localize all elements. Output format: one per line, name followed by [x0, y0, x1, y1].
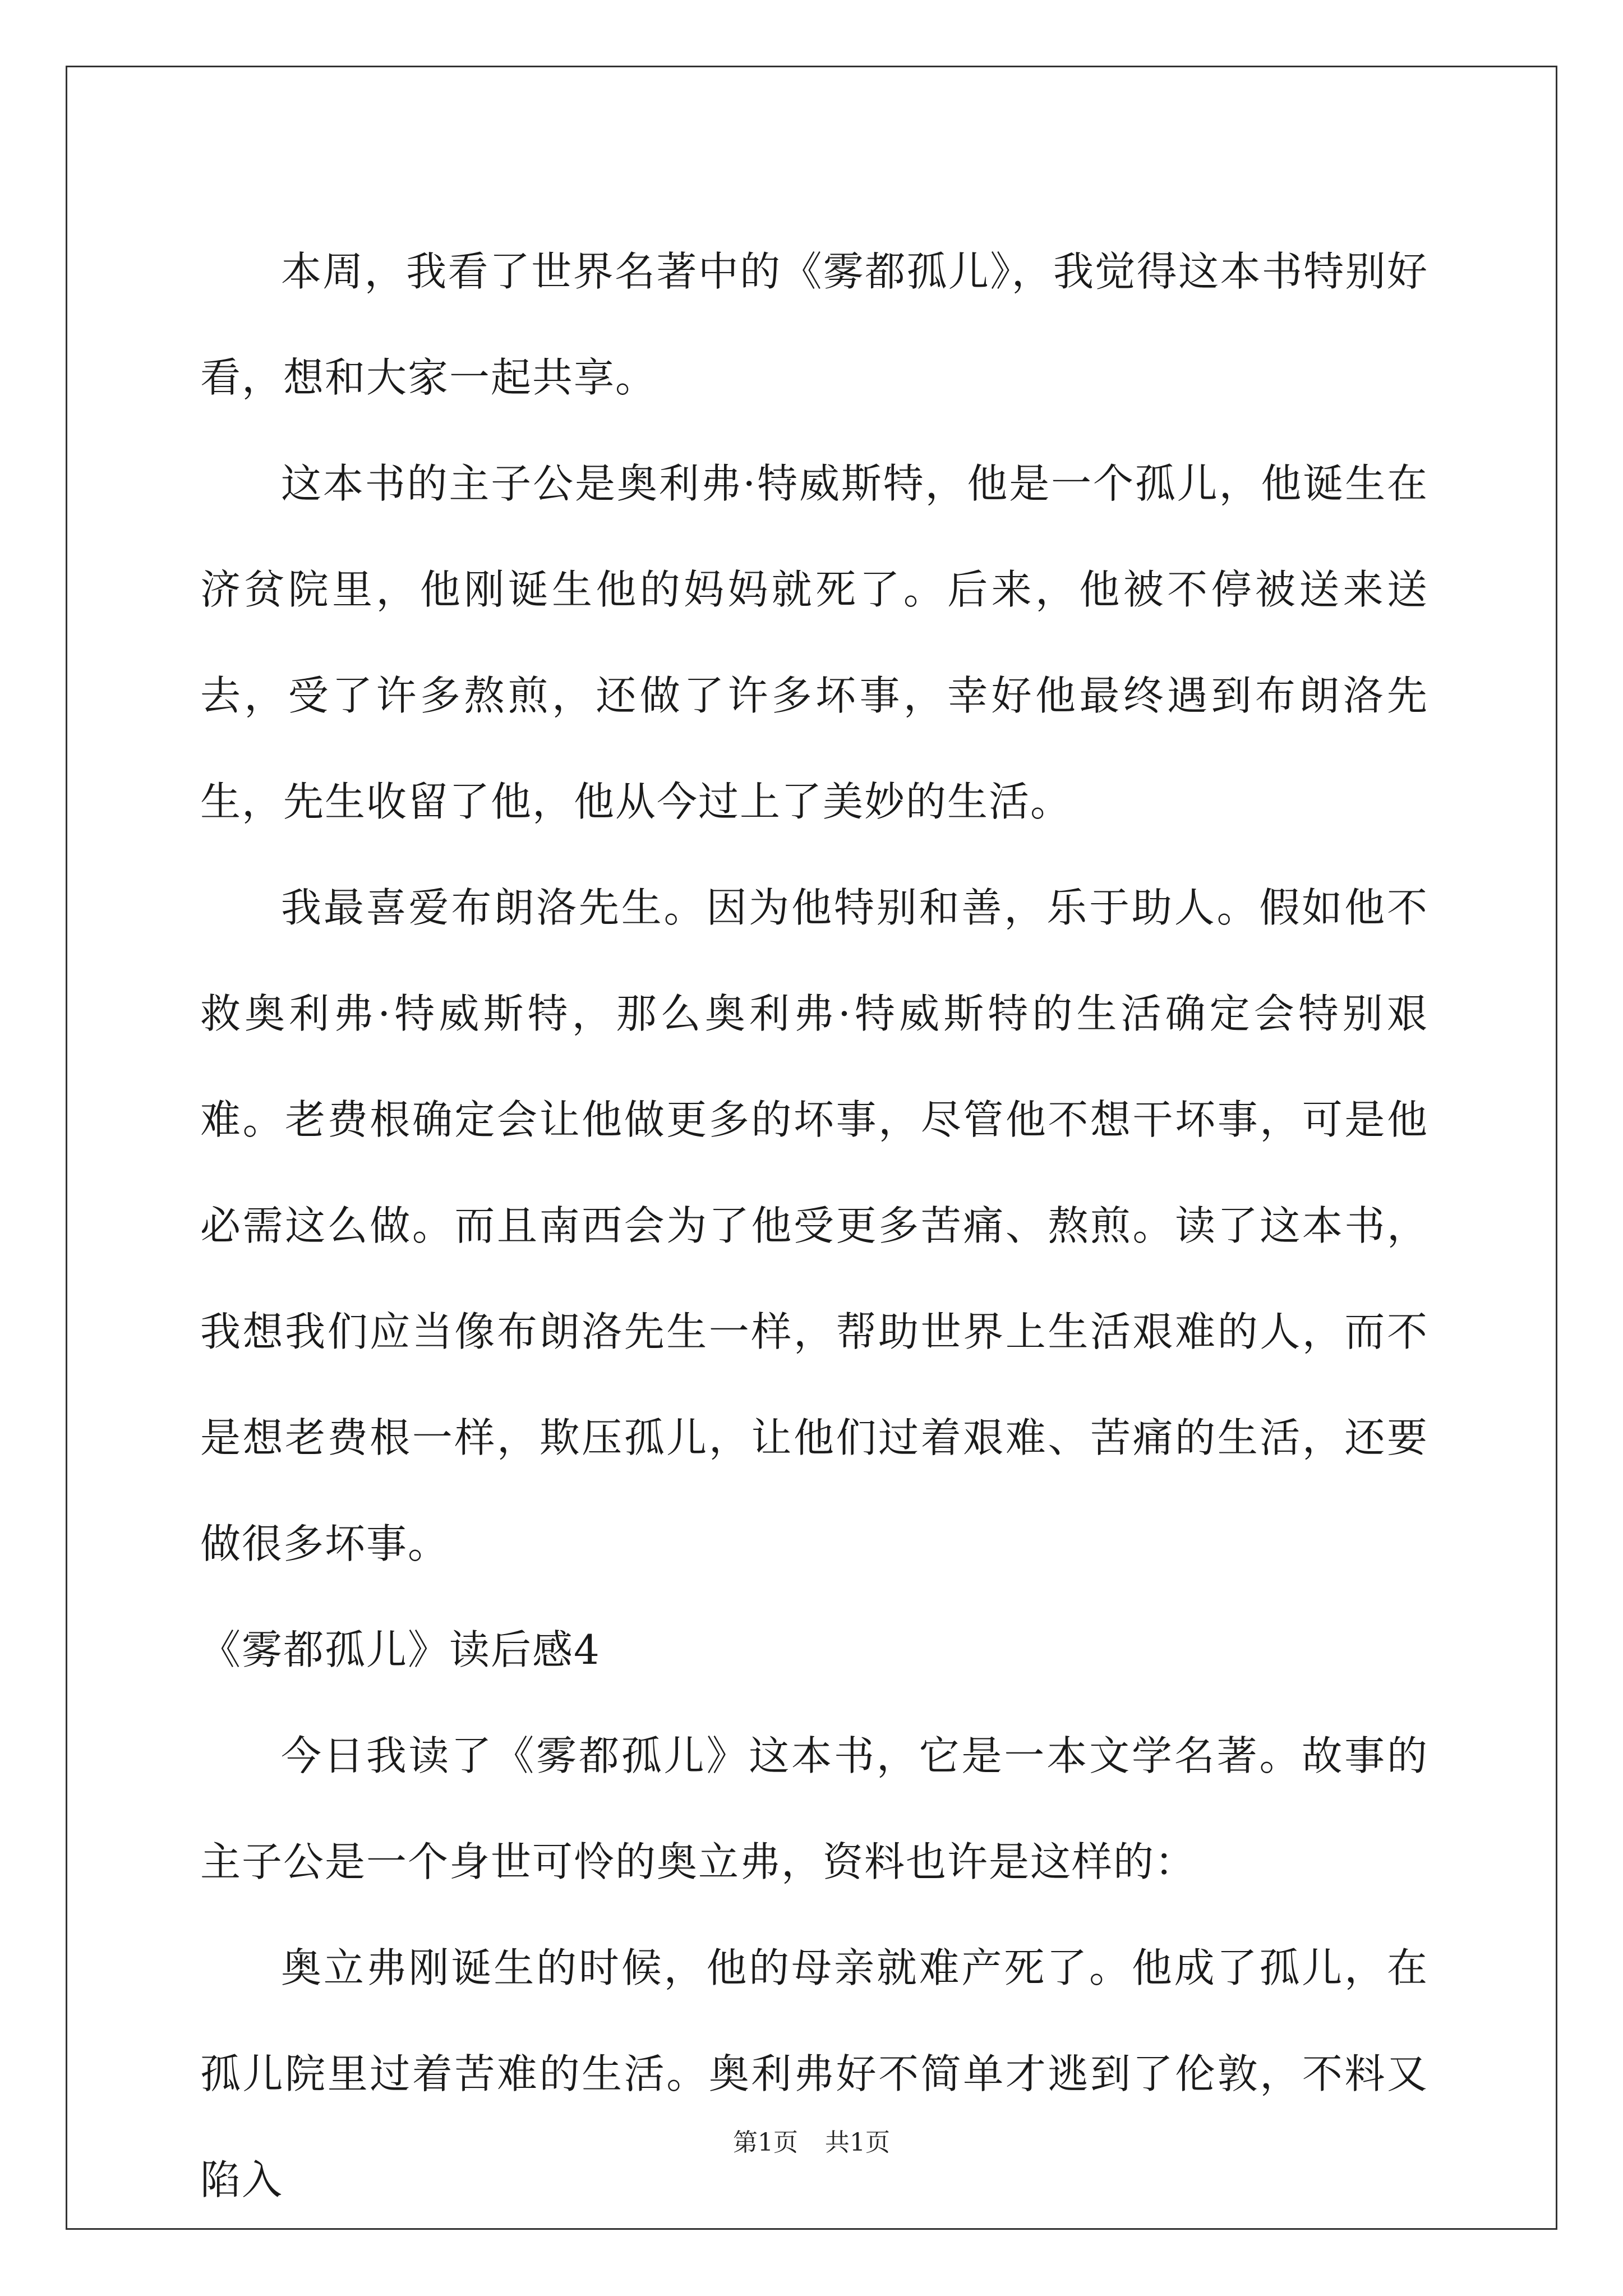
paragraph-1: 本周，我看了世界名著中的《雾都孤儿》，我觉得这本书特别好看，想和大家一起共享。 [200, 248, 1428, 401]
paragraph-2: 这本书的主子公是奥利弗·特威斯特，他是一个孤儿，他诞生在济贫院里，他刚诞生他的妈妈就死了。后来，他被不停被送来送去，受了许多熬煎，还做了许多坏事，幸好他最终遇到布朗洛先生，先生收留了他，他从今过上了美妙的生活。 [200, 460, 1428, 825]
paragraph-3: 我最喜爱布朗洛先生。因为他特别和善，乐于助人。假如他不救奥利弗·特威斯特，那么奥利弗·特威斯特的生活确定会特别艰难。老费根确定会让他做更多的坏事，尽管他不想干坏事，可是他必需这么做。而且南西会为了他受更多苦痛、熬煎。读了这本书，我想我们应当像布朗洛先生一样，帮助世界上生活艰难的人，而不是想老费根一样，欺压孤儿，让他们过着艰难、苦痛的生活，还要做很多坏事。 [200, 884, 1428, 1567]
document-body [200, 219, 1428, 2233]
paragraph-4: 今日我读了《雾都孤儿》这本书，它是一本文学名著。故事的主子公是一个身世可怜的奥立弗，资料也许是这样的： [200, 1732, 1428, 1885]
page-number: 第1页 [733, 2128, 798, 2157]
page-total: 共1页 [825, 2128, 890, 2157]
page-footer [0, 2126, 1623, 2160]
paragraph-5: 奥立弗刚诞生的时候，他的母亲就难产死了。他成了孤儿，在孤儿院里过着苦难的生活。奥利弗好不简单才逃到了伦敦，不料又陷入 [200, 1944, 1428, 2203]
section-heading: 《雾都孤儿》读后感4 [200, 1626, 601, 1673]
